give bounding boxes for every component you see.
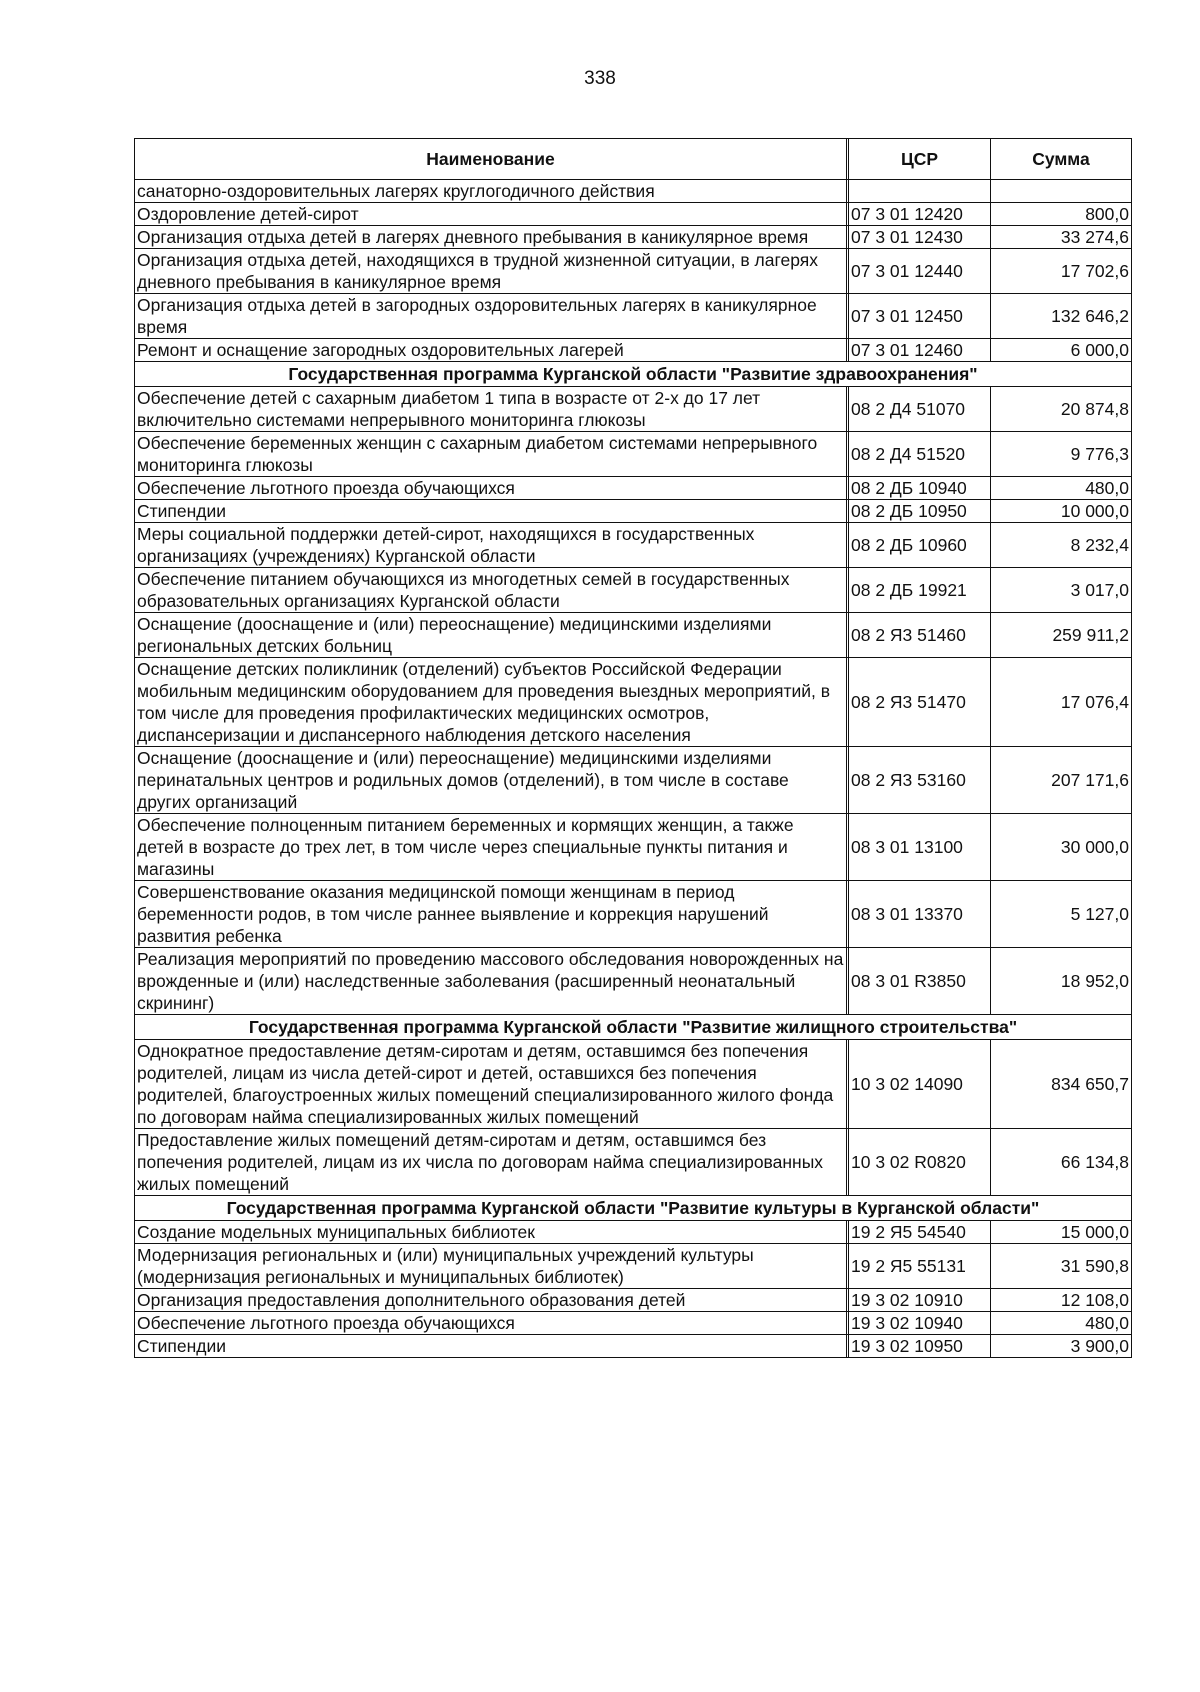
row-csr: 10 3 02 R0820: [849, 1129, 991, 1196]
row-name: Предоставление жилых помещений детям-сиротам и детям, оставшимся без попечения родителей, лицам из их числа по договорам найма специализированных жилых помещений: [135, 1129, 847, 1196]
row-sum: 834 650,7: [991, 1040, 1132, 1129]
row-csr: 07 3 01 12450: [849, 294, 991, 339]
row-csr: 08 3 01 R3850: [849, 948, 991, 1015]
row-name: санаторно-оздоровительных лагерях круглогодичного действия: [135, 180, 847, 203]
table-row: [135, 432, 1132, 477]
row-name: Обеспечение детей с сахарным диабетом 1 типа в возрасте от 2-х до 17 лет включительно системами непрерывного мониторинга глюкозы: [135, 387, 847, 432]
table-row: [135, 339, 1132, 362]
row-csr: 08 2 ДБ 10940: [849, 477, 991, 500]
row-name: Оснащение (дооснащение и (или) переоснащение) медицинскими изделиями перинатальных центров и родильных домов (отделений), в том числе в составе других организаций: [135, 747, 847, 814]
row-name: Модернизация региональных и (или) муниципальных учреждений культуры (модернизация региональных и муниципальных библиотек): [135, 1244, 847, 1289]
row-sum: 18 952,0: [991, 948, 1132, 1015]
row-csr: 10 3 02 14090: [849, 1040, 991, 1129]
row-name: Обеспечение полноценным питанием беременных и кормящих женщин, а также детей в возрасте до трех лет, в том числе через специальные пункты питания и магазины: [135, 814, 847, 881]
row-csr: 08 3 01 13370: [849, 881, 991, 948]
table-row: [135, 249, 1132, 294]
row-name: Оснащение (дооснащение и (или) переоснащение) медицинскими изделиями региональных детских больниц: [135, 613, 847, 658]
table-row: [135, 203, 1132, 226]
row-sum: 800,0: [991, 203, 1132, 226]
table-row: [135, 387, 1132, 432]
row-csr: 08 2 ДБ 19921: [849, 568, 991, 613]
table-row: [135, 881, 1132, 948]
row-name: Организация предоставления дополнительного образования детей: [135, 1289, 847, 1312]
page-number: 338: [584, 68, 616, 89]
row-csr: 07 3 01 12460: [849, 339, 991, 362]
row-csr: 07 3 01 12420: [849, 203, 991, 226]
row-csr: 08 2 Я3 53160: [849, 747, 991, 814]
row-sum: 33 274,6: [991, 226, 1132, 249]
row-sum: 480,0: [991, 1312, 1132, 1335]
row-name: Обеспечение льготного проезда обучающихся: [135, 477, 847, 500]
row-sum: 3 900,0: [991, 1335, 1132, 1358]
row-name: Стипендии: [135, 500, 847, 523]
row-sum: 132 646,2: [991, 294, 1132, 339]
row-csr: 19 3 02 10950: [849, 1335, 991, 1358]
table-row: [135, 1129, 1132, 1196]
column-header-csr: ЦСР: [849, 139, 991, 180]
table-row: [135, 658, 1132, 747]
row-name: Создание модельных муниципальных библиотек: [135, 1221, 847, 1244]
row-csr: 08 2 Я3 51460: [849, 613, 991, 658]
row-sum: 207 171,6: [991, 747, 1132, 814]
row-sum: 30 000,0: [991, 814, 1132, 881]
table-row: [135, 523, 1132, 568]
row-name: Реализация мероприятий по проведению массового обследования новорожденных на врожденные и (или) наследственные заболевания (расширенный неонатальный скрининг): [135, 948, 847, 1015]
table-body: [135, 180, 1132, 1358]
row-sum: 8 232,4: [991, 523, 1132, 568]
row-name: Организация отдыха детей в лагерях дневного пребывания в каникулярное время: [135, 226, 847, 249]
table-row: [135, 477, 1132, 500]
row-name: Оздоровление детей-сирот: [135, 203, 847, 226]
row-sum: 480,0: [991, 477, 1132, 500]
row-csr: 19 3 02 10940: [849, 1312, 991, 1335]
row-sum: 9 776,3: [991, 432, 1132, 477]
table-header-row: [135, 139, 1132, 180]
row-name: Ремонт и оснащение загородных оздоровительных лагерей: [135, 339, 847, 362]
row-csr: 08 2 Я3 51470: [849, 658, 991, 747]
row-csr: 19 2 Я5 54540: [849, 1221, 991, 1244]
section-row: [135, 362, 1132, 387]
table-row: [135, 500, 1132, 523]
row-csr: 08 3 01 13100: [849, 814, 991, 881]
table-row: [135, 613, 1132, 658]
table-row: [135, 1244, 1132, 1289]
table-row: [135, 568, 1132, 613]
row-sum: 31 590,8: [991, 1244, 1132, 1289]
row-sum: 6 000,0: [991, 339, 1132, 362]
row-csr: 07 3 01 12440: [849, 249, 991, 294]
row-csr: 19 2 Я5 55131: [849, 1244, 991, 1289]
row-sum: 20 874,8: [991, 387, 1132, 432]
row-csr: 08 2 Д4 51070: [849, 387, 991, 432]
row-csr: 07 3 01 12430: [849, 226, 991, 249]
table-row: [135, 814, 1132, 881]
row-name: Совершенствование оказания медицинской помощи женщинам в период беременности родов, в том числе раннее выявление и коррекция нарушений развития ребенка: [135, 881, 847, 948]
row-sum: 17 702,6: [991, 249, 1132, 294]
row-sum: 17 076,4: [991, 658, 1132, 747]
row-csr: [849, 180, 991, 203]
row-sum: 3 017,0: [991, 568, 1132, 613]
table-row: [135, 180, 1132, 203]
table-row: [135, 747, 1132, 814]
table-row: [135, 1335, 1132, 1358]
row-csr: 08 2 Д4 51520: [849, 432, 991, 477]
row-sum: 66 134,8: [991, 1129, 1132, 1196]
row-sum: [991, 180, 1132, 203]
section-row: [135, 1015, 1132, 1040]
row-sum: 5 127,0: [991, 881, 1132, 948]
row-csr: 08 2 ДБ 10960: [849, 523, 991, 568]
row-name: Организация отдыха детей, находящихся в трудной жизненной ситуации, в лагерях дневного пребывания в каникулярное время: [135, 249, 847, 294]
table-row: [135, 1040, 1132, 1129]
table-row: [135, 948, 1132, 1015]
row-sum: 15 000,0: [991, 1221, 1132, 1244]
table-row: [135, 226, 1132, 249]
column-header-name: Наименование: [135, 139, 847, 180]
row-sum: 10 000,0: [991, 500, 1132, 523]
row-name: Стипендии: [135, 1335, 847, 1358]
row-csr: 08 2 ДБ 10950: [849, 500, 991, 523]
row-name: Однократное предоставление детям-сиротам и детям, оставшимся без попечения родителей, лицам из числа детей-сирот и детей, оставшихся без попечения родителей, благоустроенных жилых помещений специализированного жилого фонда по договорам найма специализированных жилых помещений: [135, 1040, 847, 1129]
row-sum: 259 911,2: [991, 613, 1132, 658]
row-name: Оснащение детских поликлиник (отделений) субъектов Российской Федерации мобильным медицинским оборудованием для проведения выездных мероприятий, в том числе для проведения профилактических медицинских осмотров, диспансеризации и диспансерного наблюдения детского населения: [135, 658, 847, 747]
section-title: Государственная программа Курганской области "Развитие здравоохранения": [135, 362, 1132, 387]
row-name: Меры социальной поддержки детей-сирот, находящихся в государственных организациях (учреждениях) Курганской области: [135, 523, 847, 568]
table-row: [135, 294, 1132, 339]
row-name: Обеспечение льготного проезда обучающихся: [135, 1312, 847, 1335]
column-header-sum: Сумма: [991, 139, 1132, 180]
table-row: [135, 1289, 1132, 1312]
row-name: Организация отдыха детей в загородных оздоровительных лагерях в каникулярное время: [135, 294, 847, 339]
section-row: [135, 1196, 1132, 1221]
row-name: Обеспечение беременных женщин с сахарным диабетом системами непрерывного мониторинга глюкозы: [135, 432, 847, 477]
section-title: Государственная программа Курганской области "Развитие жилищного строительства": [135, 1015, 1132, 1040]
table-row: [135, 1312, 1132, 1335]
row-name: Обеспечение питанием обучающихся из многодетных семей в государственных образовательных организациях Курганской области: [135, 568, 847, 613]
row-csr: 19 3 02 10910: [849, 1289, 991, 1312]
table-row: [135, 1221, 1132, 1244]
row-sum: 12 108,0: [991, 1289, 1132, 1312]
section-title: Государственная программа Курганской области "Развитие культуры в Курганской области": [135, 1196, 1132, 1221]
budget-table: [134, 138, 1132, 1358]
